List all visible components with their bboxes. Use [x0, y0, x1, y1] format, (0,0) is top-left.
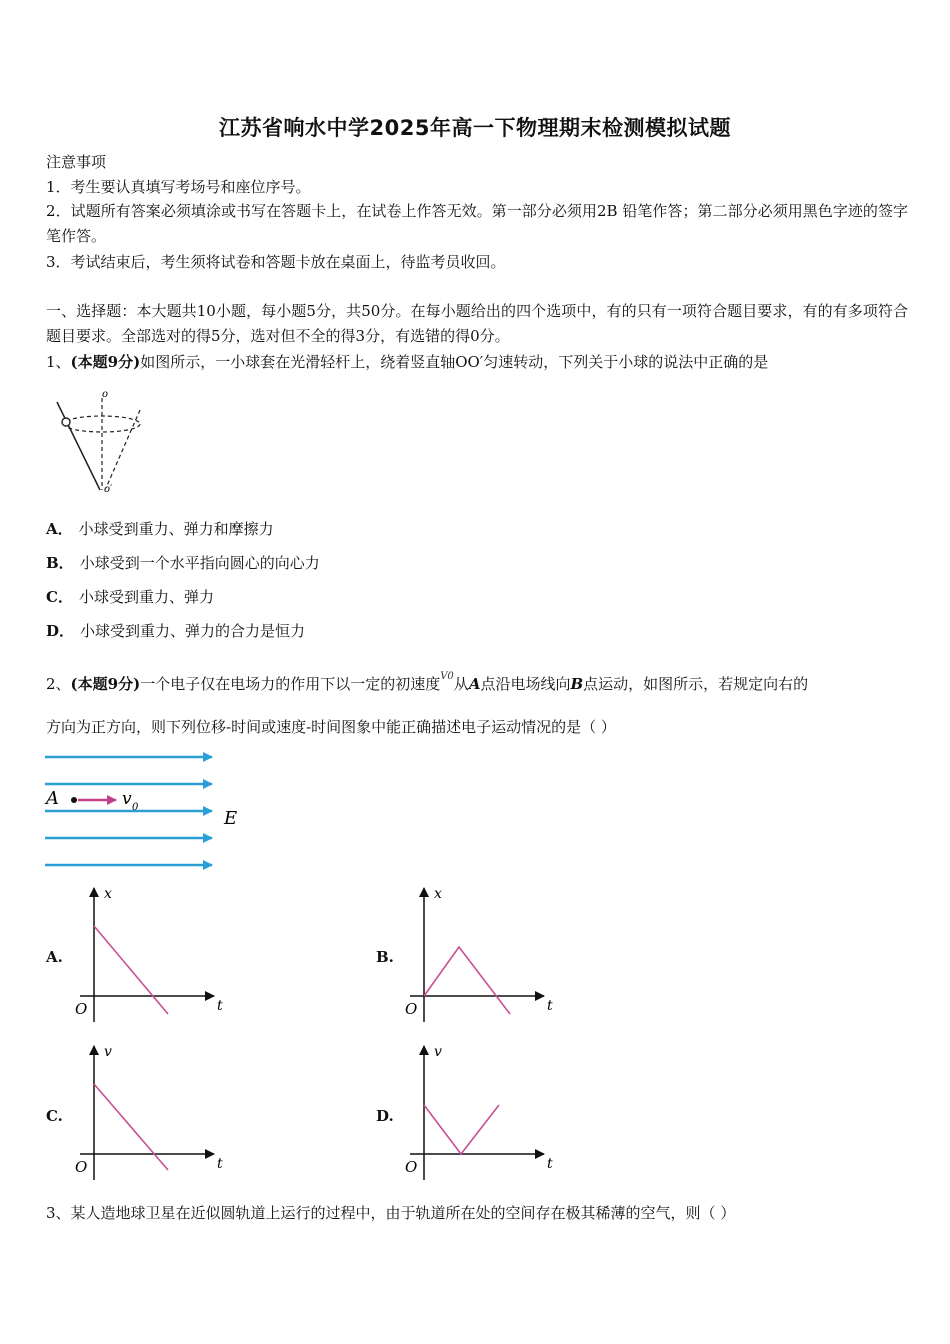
- point-b-label: B: [570, 675, 584, 693]
- question-3-stem: [46, 1203, 735, 1223]
- question-1-tag: (本题9分): [70, 353, 141, 371]
- v0-symbol: V0: [440, 671, 454, 682]
- q1-option-c[interactable]: [46, 587, 214, 607]
- notice-item-2: 2．试题所有答案必须填涂或书写在答题卡上，在试卷上作答无效。第一部分必须用2B 铅笔作答；第二部分必须用黑色字迹的签字笔作答。: [46, 202, 908, 245]
- cone-rod-figure: [50, 388, 150, 498]
- question-2-text-d: 点运动，如图所示，若规定向右的: [583, 675, 809, 693]
- graph-c-line: [94, 1084, 168, 1170]
- velocity-symbol: v: [122, 789, 132, 809]
- graph-c-origin: O: [75, 1158, 88, 1176]
- rod: [57, 402, 100, 490]
- q2-graph-d: [400, 1040, 560, 1180]
- q1-option-d-label: D．: [46, 622, 75, 640]
- axis-bottom-label: o′: [104, 484, 113, 495]
- q2-graph-c: [70, 1040, 230, 1180]
- q1-option-c-text: 小球受到重力、弹力: [78, 588, 214, 606]
- question-2-text-a: 一个电子仅在电场力的作用下以一定的初速度: [140, 675, 441, 693]
- notice-heading: 注意事项: [46, 153, 107, 171]
- notice-item-1: 1．考生要认真填写考场号和座位序号。: [46, 178, 311, 196]
- section-instructions: 一、选择题：本大题共10小题，每小题5分，共50分。在每小题给出的四个选项中，有的只有一项符合题目要求，有的有多项符合题目要求。全部选对的得5分，选对但不全的得3分，有选错的得0分。: [46, 302, 908, 345]
- electric-field-figure: [40, 744, 260, 876]
- graph-a-xlabel: t: [217, 998, 223, 1014]
- point-a-symbol: A: [46, 788, 59, 809]
- question-3-number: 3、: [46, 1204, 71, 1222]
- graph-b-xlabel: t: [547, 998, 553, 1014]
- q2-option-d-label[interactable]: D.: [376, 1107, 394, 1125]
- q1-option-d[interactable]: [46, 621, 305, 641]
- graph-b-ylabel: x: [434, 886, 442, 902]
- q2-graph-a: [70, 882, 230, 1022]
- question-2-tag: (本题9分): [70, 675, 141, 693]
- q1-option-a-text: 小球受到重力、弹力和摩擦力: [78, 520, 274, 538]
- graph-a-origin: O: [75, 1000, 88, 1018]
- cone-edge: [106, 410, 140, 488]
- electron-dot: [71, 797, 77, 803]
- question-2-text-c: 点沿电场线向: [480, 675, 571, 693]
- q1-option-b-text: 小球受到一个水平指向圆心的向心力: [79, 554, 320, 572]
- question-1-text: 如图所示，一小球套在光滑轻杆上，绕着竖直轴OO′匀速转动，下列关于小球的说法中正确的是: [140, 353, 769, 371]
- q2-option-a-label[interactable]: A.: [46, 948, 63, 966]
- q1-option-b-label: B．: [46, 554, 74, 572]
- question-3-text: 某人造地球卫星在近似圆轨道上运行的过程中，由于轨道所在处的空间存在极其稀薄的空气，则（ ）: [70, 1204, 736, 1222]
- graph-b-origin: O: [405, 1000, 418, 1018]
- field-symbol: E: [224, 808, 238, 829]
- graph-c-ylabel: v: [104, 1044, 112, 1060]
- graph-b-line: [424, 947, 510, 1014]
- page-title: 江苏省响水中学2025年高一下物理期末检测模拟试题: [219, 116, 731, 140]
- q2-option-c-label[interactable]: C.: [46, 1107, 63, 1125]
- question-2-number: 2、: [46, 675, 71, 693]
- graph-c-xlabel: t: [217, 1156, 223, 1172]
- question-2-stem-line2: 方向为正方向，则下列位移-时间或速度-时间图象中能正确描述电子运动情况的是（ ）: [46, 718, 616, 736]
- question-1-number: 1、: [46, 353, 71, 371]
- velocity-subscript: 0: [132, 802, 139, 813]
- point-a-label: A: [468, 675, 481, 693]
- q1-option-d-text: 小球受到重力、弹力的合力是恒力: [80, 622, 306, 640]
- q1-option-c-label: C．: [46, 588, 73, 606]
- q1-option-a-label: A．: [46, 520, 73, 538]
- q1-option-a[interactable]: [46, 519, 274, 539]
- axis-top-label: o: [102, 389, 109, 400]
- graph-d-line: [424, 1105, 499, 1154]
- notice-item-3: 3．考试结束后，考生须将试卷和答题卡放在桌面上，待监考员收回。: [46, 253, 506, 271]
- question-2-text-b: 从: [453, 675, 469, 693]
- question-1-stem: [46, 352, 768, 372]
- q2-option-b-label[interactable]: B.: [376, 948, 394, 966]
- ball: [62, 418, 70, 426]
- graph-a-ylabel: x: [104, 886, 112, 902]
- graph-d-ylabel: v: [434, 1044, 442, 1060]
- q1-option-b[interactable]: [46, 553, 320, 573]
- graph-d-origin: O: [405, 1158, 418, 1176]
- q2-graph-b: [400, 882, 560, 1022]
- graph-d-xlabel: t: [547, 1156, 553, 1172]
- question-2-stem-line1: [46, 667, 808, 694]
- graph-a-line: [94, 926, 168, 1014]
